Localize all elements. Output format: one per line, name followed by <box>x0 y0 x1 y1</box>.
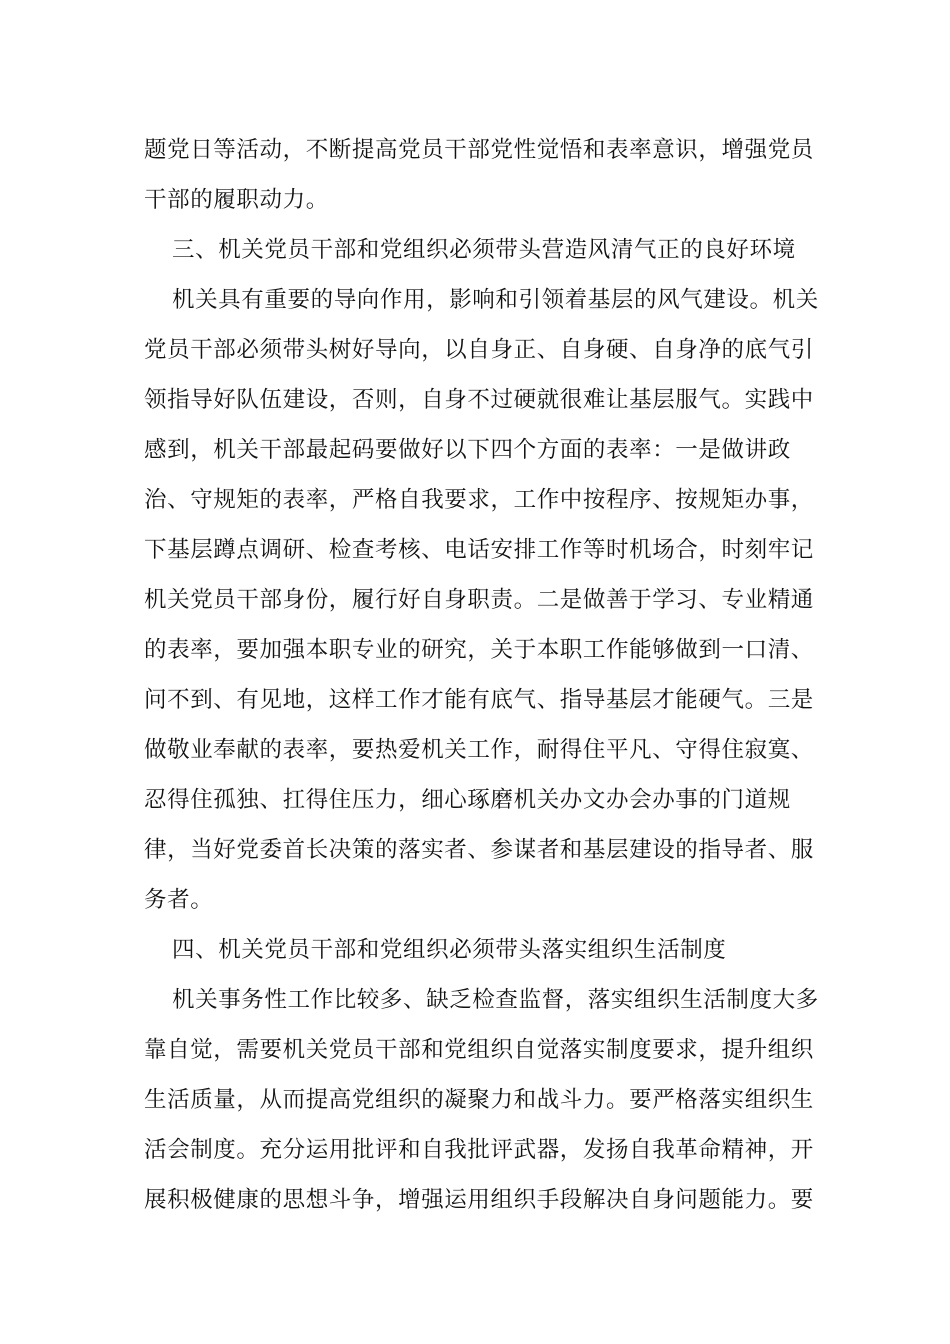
section-heading-3: 三、机关党员干部和党组织必须带头营造风清气正的良好环境 <box>172 237 796 263</box>
text-line: 机关党员干部身份，履行好自身职责。二是做善于学习、专业精通 <box>144 587 814 613</box>
text-line: 问不到、有见地，这样工作才能有底气、指导基层才能硬气。三是 <box>144 687 814 713</box>
text-line: 题党日等活动，不断提高党员干部党性觉悟和表率意识，增强党员 <box>144 137 814 163</box>
text-line: 下基层蹲点调研、检查考核、电话安排工作等时机场合，时刻牢记 <box>144 537 814 563</box>
text-line: 机关事务性工作比较多、缺乏检查监督，落实组织生活制度大多 <box>172 987 819 1013</box>
text-line: 机关具有重要的导向作用，影响和引领着基层的风气建设。机关 <box>172 287 819 313</box>
text-line: 律，当好党委首长决策的落实者、参谋者和基层建设的指导者、服 <box>144 837 814 863</box>
text-line: 展积极健康的思想斗争，增强运用组织手段解决自身问题能力。要 <box>144 1187 814 1213</box>
text-line: 党员干部必须带头树好导向，以自身正、自身硬、自身净的底气引 <box>144 337 814 363</box>
text-line: 生活质量，从而提高党组织的凝聚力和战斗力。要严格落实组织生 <box>144 1087 814 1113</box>
section-heading-4: 四、机关党员干部和党组织必须带头落实组织生活制度 <box>172 937 727 963</box>
text-line: 治、守规矩的表率，严格自我要求，工作中按程序、按规矩办事， <box>144 487 814 513</box>
text-line: 领指导好队伍建设，否则，自身不过硬就很难让基层服气。实践中 <box>144 387 814 413</box>
text-line: 忍得住孤独、扛得住压力，细心琢磨机关办文办会办事的门道规 <box>144 787 791 813</box>
text-line: 干部的履职动力。 <box>144 187 329 213</box>
text-line: 靠自觉，需要机关党员干部和党组织自觉落实制度要求，提升组织 <box>144 1037 814 1063</box>
text-line: 活会制度。充分运用批评和自我批评武器，发扬自我革命精神，开 <box>144 1137 814 1163</box>
text-line: 感到，机关干部最起码要做好以下四个方面的表率：一是做讲政 <box>144 437 791 463</box>
text-line: 的表率，要加强本职专业的研究，关于本职工作能够做到一口清、 <box>144 637 814 663</box>
text-line: 务者。 <box>144 887 214 913</box>
text-line: 做敬业奉献的表率，要热爱机关工作，耐得住平凡、守得住寂寞、 <box>144 737 814 763</box>
